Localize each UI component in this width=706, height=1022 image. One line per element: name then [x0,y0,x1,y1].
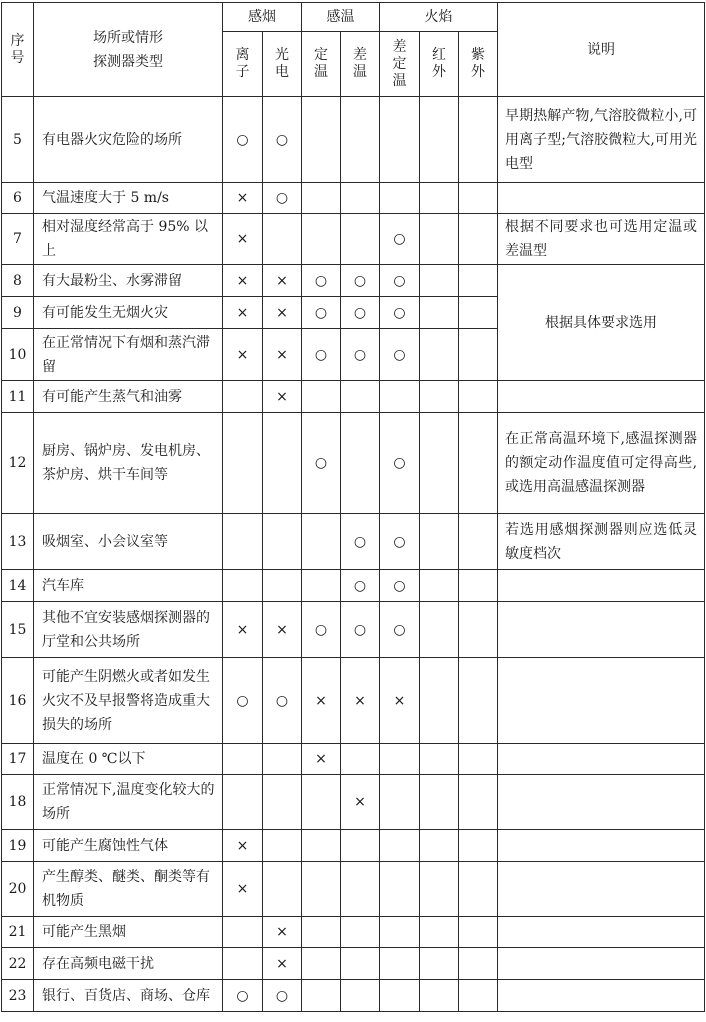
cell-uv [459,381,498,413]
header-diff: 差温 [341,32,380,97]
cell-uv [459,658,498,744]
cell-diff: ○ [341,570,380,602]
cell-fd [380,183,420,214]
cell-photo: × [263,265,302,297]
cell-ion [223,744,263,775]
table-row [2,602,705,658]
table-row [2,980,705,1012]
cell-uv [459,329,498,381]
row-number: 7 [2,214,34,265]
cell-fd [380,744,420,775]
row-note: 根据不同要求也可选用定温或差温型 [498,214,705,265]
cell-diff [341,381,380,413]
header-ion: 离子 [223,32,263,97]
cell-uv [459,514,498,570]
cell-fixed [302,97,341,183]
row-note: 在正常高温环境下,感温探测器的额定动作温度值可定得高些,或选用高温感温探测器 [498,413,705,514]
cell-fd: ○ [380,329,420,381]
cell-ir [420,265,459,297]
row-situation: 有可能发生无烟火灾 [34,297,223,329]
cell-photo [263,862,302,917]
cell-fd: × [380,658,420,744]
row-situation: 其他不宜安装感烟探测器的厅堂和公共场所 [34,602,223,658]
row-note [498,862,705,917]
cell-ion [223,514,263,570]
cell-ir [420,744,459,775]
cell-ion: ○ [223,658,263,744]
cell-ir [420,917,459,948]
cell-ir [420,297,459,329]
row-number: 14 [2,570,34,602]
cell-diff: ○ [341,265,380,297]
cell-diff [341,917,380,948]
cell-diff: ○ [341,514,380,570]
cell-uv [459,980,498,1012]
cell-uv [459,265,498,297]
cell-uv [459,830,498,862]
cell-fixed [302,917,341,948]
row-number: 16 [2,658,34,744]
row-note [498,744,705,775]
cell-photo: × [263,602,302,658]
cell-ir [420,214,459,265]
cell-ion: ○ [223,97,263,183]
cell-uv [459,570,498,602]
cell-fixed [302,830,341,862]
cell-ion: ○ [223,980,263,1012]
cell-fd [380,97,420,183]
table-row [2,381,705,413]
cell-ir [420,329,459,381]
cell-ir [420,948,459,980]
table-row [2,514,705,570]
cell-fixed: × [302,744,341,775]
header-situation-line2: 探测器类型 [93,53,163,70]
cell-diff [341,744,380,775]
cell-ion [223,917,263,948]
cell-fixed [302,514,341,570]
cell-ion [223,381,263,413]
cell-uv [459,297,498,329]
cell-uv [459,744,498,775]
table-row [2,775,705,830]
cell-diff: × [341,775,380,830]
cell-photo [263,214,302,265]
cell-fd: ○ [380,265,420,297]
table-row [2,948,705,980]
cell-ion [223,413,263,514]
cell-photo [263,514,302,570]
row-note [498,183,705,214]
row-number: 23 [2,980,34,1012]
row-number: 10 [2,329,34,381]
cell-ir [420,862,459,917]
cell-fd [380,830,420,862]
row-situation: 汽车库 [34,570,223,602]
cell-fixed [302,183,341,214]
cell-fd [380,381,420,413]
cell-ir [420,602,459,658]
row-situation: 温度在 0 ℃以下 [34,744,223,775]
cell-fixed: ○ [302,602,341,658]
cell-photo [263,775,302,830]
row-number: 21 [2,917,34,948]
row-situation: 有大最粉尘、水雾滞留 [34,265,223,297]
cell-diff [341,862,380,917]
cell-ir [420,570,459,602]
cell-fixed [302,862,341,917]
cell-fd: ○ [380,297,420,329]
cell-fd [380,948,420,980]
cell-fd [380,917,420,948]
row-situation: 在正常情况下有烟和蒸汽滞留 [34,329,223,381]
cell-photo: ○ [263,658,302,744]
cell-ir [420,775,459,830]
cell-ion: × [223,214,263,265]
row-number: 11 [2,381,34,413]
header-uv: 紫外 [459,32,498,97]
row-number: 12 [2,413,34,514]
row-situation: 相对湿度经常高于 95% 以上 [34,214,223,265]
cell-fixed [302,381,341,413]
header-photo: 光电 [263,32,302,97]
row-number: 5 [2,97,34,183]
cell-fixed [302,948,341,980]
cell-uv [459,775,498,830]
row-situation: 可能产生阴燃火或者如发生火灾不及早报警将造成重大损失的场所 [34,658,223,744]
row-situation: 可能产生黑烟 [34,917,223,948]
cell-photo: × [263,948,302,980]
cell-fixed: ○ [302,265,341,297]
table-row [2,862,705,917]
cell-uv [459,862,498,917]
cell-ir [420,413,459,514]
cell-ion: × [223,862,263,917]
cell-photo [263,744,302,775]
cell-ion [223,775,263,830]
cell-ion: × [223,297,263,329]
cell-fixed [302,570,341,602]
cell-diff: × [341,658,380,744]
row-situation: 吸烟室、小会议室等 [34,514,223,570]
cell-ion: × [223,830,263,862]
cell-ir [420,514,459,570]
row-note [498,948,705,980]
cell-uv [459,183,498,214]
table-row [2,183,705,214]
row-note: 早期热解产物,气溶胶微粒小,可用离子型;气溶胶微粒大,可用光电型 [498,97,705,183]
cell-diff [341,97,380,183]
cell-fd [380,980,420,1012]
cell-diff [341,413,380,514]
cell-photo: ○ [263,183,302,214]
row-situation: 正常情况下,温度变化较大的场所 [34,775,223,830]
row-number: 19 [2,830,34,862]
row-number: 18 [2,775,34,830]
cell-photo [263,830,302,862]
row-number: 20 [2,862,34,917]
table-row [2,658,705,744]
cell-photo [263,570,302,602]
cell-ir [420,980,459,1012]
row-situation: 气温速度大于 5 m/s [34,183,223,214]
cell-fd: ○ [380,570,420,602]
cell-fixed [302,980,341,1012]
detector-selection-table [1,2,705,1012]
cell-ion: × [223,183,263,214]
table-row [2,917,705,948]
row-number: 6 [2,183,34,214]
cell-ir [420,830,459,862]
row-note [498,381,705,413]
cell-diff: ○ [341,297,380,329]
cell-uv [459,948,498,980]
row-note: 根据具体要求选用 [498,265,705,381]
cell-fd [380,862,420,917]
row-situation: 可能产生腐蚀性气体 [34,830,223,862]
cell-uv [459,602,498,658]
cell-fd: ○ [380,214,420,265]
header-situation-line1: 场所或情形 [93,29,163,46]
header-group-smoke: 感烟 [223,3,302,32]
cell-photo: × [263,297,302,329]
cell-fd: ○ [380,413,420,514]
cell-photo [263,413,302,514]
row-number: 9 [2,297,34,329]
row-note [498,658,705,744]
cell-fixed: ○ [302,329,341,381]
cell-fixed [302,775,341,830]
row-situation: 有可能产生蒸气和油雾 [34,381,223,413]
cell-fixed: ○ [302,297,341,329]
header-group-flame: 火焰 [380,3,498,32]
cell-uv [459,97,498,183]
cell-ion: × [223,602,263,658]
cell-diff [341,214,380,265]
header-ir: 红外 [420,32,459,97]
header-group-temp: 感温 [302,3,380,32]
cell-ir [420,658,459,744]
cell-diff [341,183,380,214]
table-row [2,830,705,862]
cell-photo: × [263,329,302,381]
cell-diff [341,830,380,862]
row-note [498,570,705,602]
cell-ion: × [223,265,263,297]
cell-fixed: × [302,658,341,744]
row-note: 若选用感烟探测器则应选低灵敏度档次 [498,514,705,570]
cell-uv [459,214,498,265]
header-note: 说明 [498,3,705,97]
cell-fd: ○ [380,602,420,658]
table-row [2,214,705,265]
cell-fixed: ○ [302,413,341,514]
cell-diff [341,980,380,1012]
table-row [2,413,705,514]
row-situation: 存在高频电磁干扰 [34,948,223,980]
row-situation: 厨房、锅炉房、发电机房、茶炉房、烘干车间等 [34,413,223,514]
table-row [2,265,705,297]
cell-ir [420,381,459,413]
cell-fixed [302,214,341,265]
cell-fd [380,775,420,830]
row-number: 22 [2,948,34,980]
row-number: 13 [2,514,34,570]
cell-diff [341,948,380,980]
cell-ion: × [223,329,263,381]
cell-ir [420,183,459,214]
row-note [498,917,705,948]
table-row [2,744,705,775]
row-situation: 银行、百货店、商场、仓库 [34,980,223,1012]
cell-photo: ○ [263,97,302,183]
cell-ir [420,97,459,183]
header-fixed: 定温 [302,32,341,97]
cell-diff: ○ [341,602,380,658]
row-note [498,602,705,658]
row-note [498,980,705,1012]
cell-ion [223,948,263,980]
cell-diff: ○ [341,329,380,381]
row-number: 8 [2,265,34,297]
row-number: 17 [2,744,34,775]
row-note [498,775,705,830]
table-row [2,570,705,602]
cell-photo: × [263,381,302,413]
cell-uv [459,413,498,514]
header-situation [34,3,223,97]
header-fixed-diff: 差定温 [380,32,420,97]
row-situation: 有电器火灾危险的场所 [34,97,223,183]
cell-uv [459,917,498,948]
row-note [498,830,705,862]
table-row [2,97,705,183]
cell-fd: ○ [380,514,420,570]
cell-ion [223,570,263,602]
cell-photo: ○ [263,980,302,1012]
row-number: 15 [2,602,34,658]
row-situation: 产生醇类、醚类、酮类等有机物质 [34,862,223,917]
cell-photo: × [263,917,302,948]
header-seq: 序号 [2,3,34,97]
